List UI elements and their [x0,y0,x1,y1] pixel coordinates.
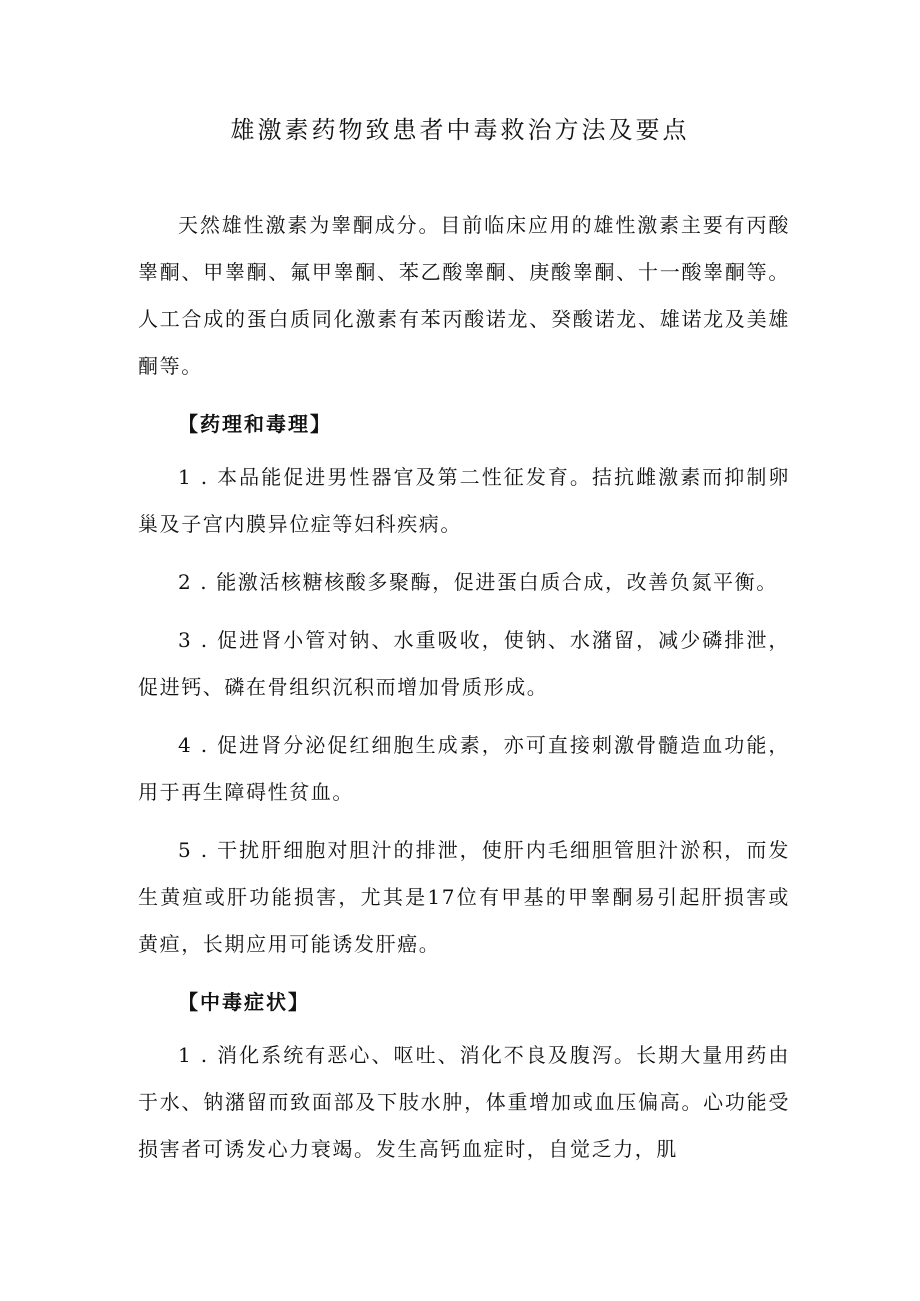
section-heading-symptoms: 【中毒症状】 [178,990,310,1014]
pharmacology-item-2: 2 . 能激活核糖核酸多聚酶，促进蛋白质合成，改善负氮平衡。 [178,570,778,594]
document-body [138,202,790,1184]
pharmacology-item-4: 4 . 促进肾分泌促红细胞生成素，亦可直接刺激骨髓造血功能，用于再生障碍性贫血。 [138,733,790,804]
pharmacology-item-1: 1 . 本品能促进男性器官及第二性征发育。拮抗雌激素而抑制卵巢及子宫内膜异位症等妇科疾病。 [138,465,790,536]
symptoms-item-1: 1 . 消化系统有恶心、呕吐、消化不良及腹泻。长期大量用药由于水、钠潴留而致面部及下肢水肿，体重增加或血压偏高。心功能受损害者可诱发心力衰竭。发生高钙血症时，自觉乏力，肌 [138,1043,790,1161]
pharmacology-item-3: 3 . 促进肾小管对钠、水重吸收，使钠、水潴留，减少磷排泄，促进钙、磷在骨组织沉积而增加骨质形成。 [138,628,790,699]
section-heading-pharmacology: 【药理和毒理】 [178,412,332,436]
pharmacology-item-5: 5 . 干扰肝细胞对胆汁的排泄，使肝内毛细胆管胆汁淤积，而发生黄疸或肝功能损害，尤其是17位有甲基的甲睾酮易引起肝损害或黄疸，长期应用可能诱发肝癌。 [138,838,790,956]
intro-paragraph: 天然雄性激素为睾酮成分。目前临床应用的雄性激素主要有丙酸睾酮、甲睾酮、氟甲睾酮、苯乙酸睾酮、庚酸睾酮、十一酸睾酮等。人工合成的蛋白质同化激素有苯丙酸诺龙、癸酸诺龙、雄诺龙及美雄酮等。 [138,213,790,378]
document-title: 雄激素药物致患者中毒救治方法及要点 [230,116,690,144]
